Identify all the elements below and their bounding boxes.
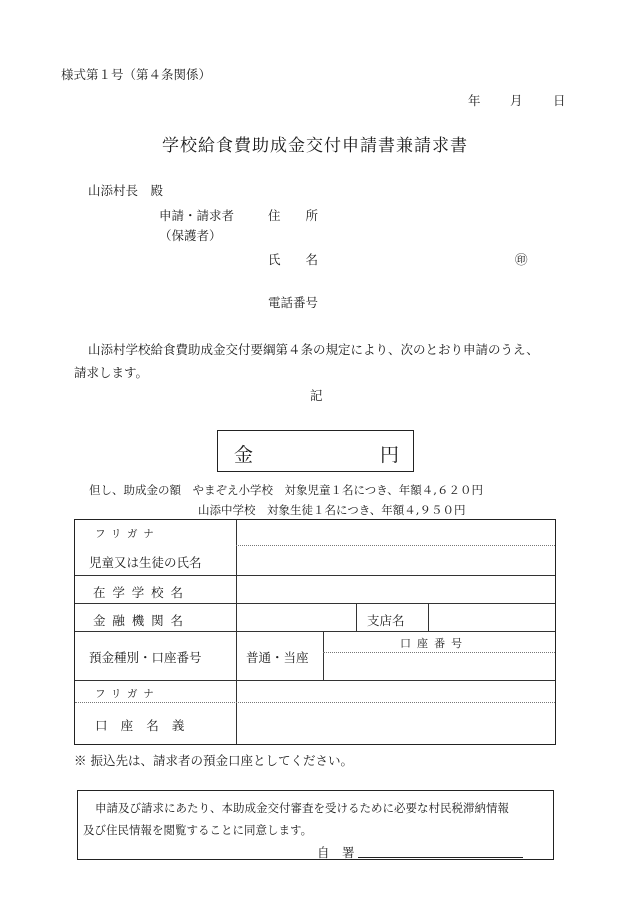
consent-box [77,790,554,860]
account-number-label: 口座番号 [400,637,469,650]
school-input[interactable] [237,576,554,603]
body-text-line1: 山添村学校給食費助成金交付要綱第４条の規定により、次のとおり申請のうえ、 [88,342,539,357]
account-number-input[interactable] [324,653,554,680]
student-name-input[interactable] [237,546,554,575]
amount-kin: 金 [234,444,254,466]
signature-line[interactable] [358,857,523,858]
proviso-line1: 但し、助成金の額 やまぞえ小学校 対象児童１名につき、年額４,６２０円 [89,483,483,497]
applicant-role-note: （保護者） [159,228,222,243]
transfer-note: ※ 振込先は、請求者の預金口座としてください。 [74,753,353,768]
addressee: 山添村長 殿 [88,183,164,198]
proviso-line2: 山添中学校 対象生徒１名につき、年額４,９５０円 [198,503,466,517]
form-number: 様式第１号（第４条関係） [61,67,212,82]
consent-line1: 申請及び請求にあたり、本助成金交付審査を受けるために必要な村民税滞納情報 [95,801,509,815]
body-text-line2: 請求します。 [74,365,149,380]
branch-label: 支店名 [367,613,405,628]
date-month-label: 月 [510,93,523,108]
account-type-value: 普通・当座 [246,650,309,665]
holder-input[interactable] [237,703,554,743]
applicant-role: 申請・請求者 [159,208,235,223]
branch-input[interactable] [429,604,554,631]
bank-label: 金融機関名 [93,613,190,628]
name-label: 氏 名 [268,252,319,267]
date-year-label: 年 [468,93,481,108]
amount-box[interactable] [217,430,414,472]
bank-input[interactable] [237,604,356,631]
holder-label: 口座名義 [95,718,198,733]
furigana-input[interactable] [237,521,554,545]
consent-line2: 及び住民情報を閲覧することに同意します。 [83,823,313,837]
signature-label: 自 署 [317,845,355,860]
student-name-label: 児童又は生徒の氏名 [89,555,202,570]
phone-label: 電話番号 [268,295,319,310]
furigana2-label: フリガナ [95,688,160,700]
date-day-label: 日 [553,93,566,108]
holder-furigana-input[interactable] [237,681,554,702]
amount-yen: 円 [379,444,399,466]
seal-mark: ㊞ [515,252,528,267]
furigana-label: フリガナ [95,528,160,540]
address-label: 住 所 [268,208,319,223]
school-label: 在学学校名 [93,585,190,600]
page-title: 学校給食費助成金交付申請書兼請求書 [162,136,468,156]
account-type-label: 預金種別・口座番号 [89,650,202,665]
bank-info-table [74,519,556,745]
ki-heading: 記 [310,388,323,403]
